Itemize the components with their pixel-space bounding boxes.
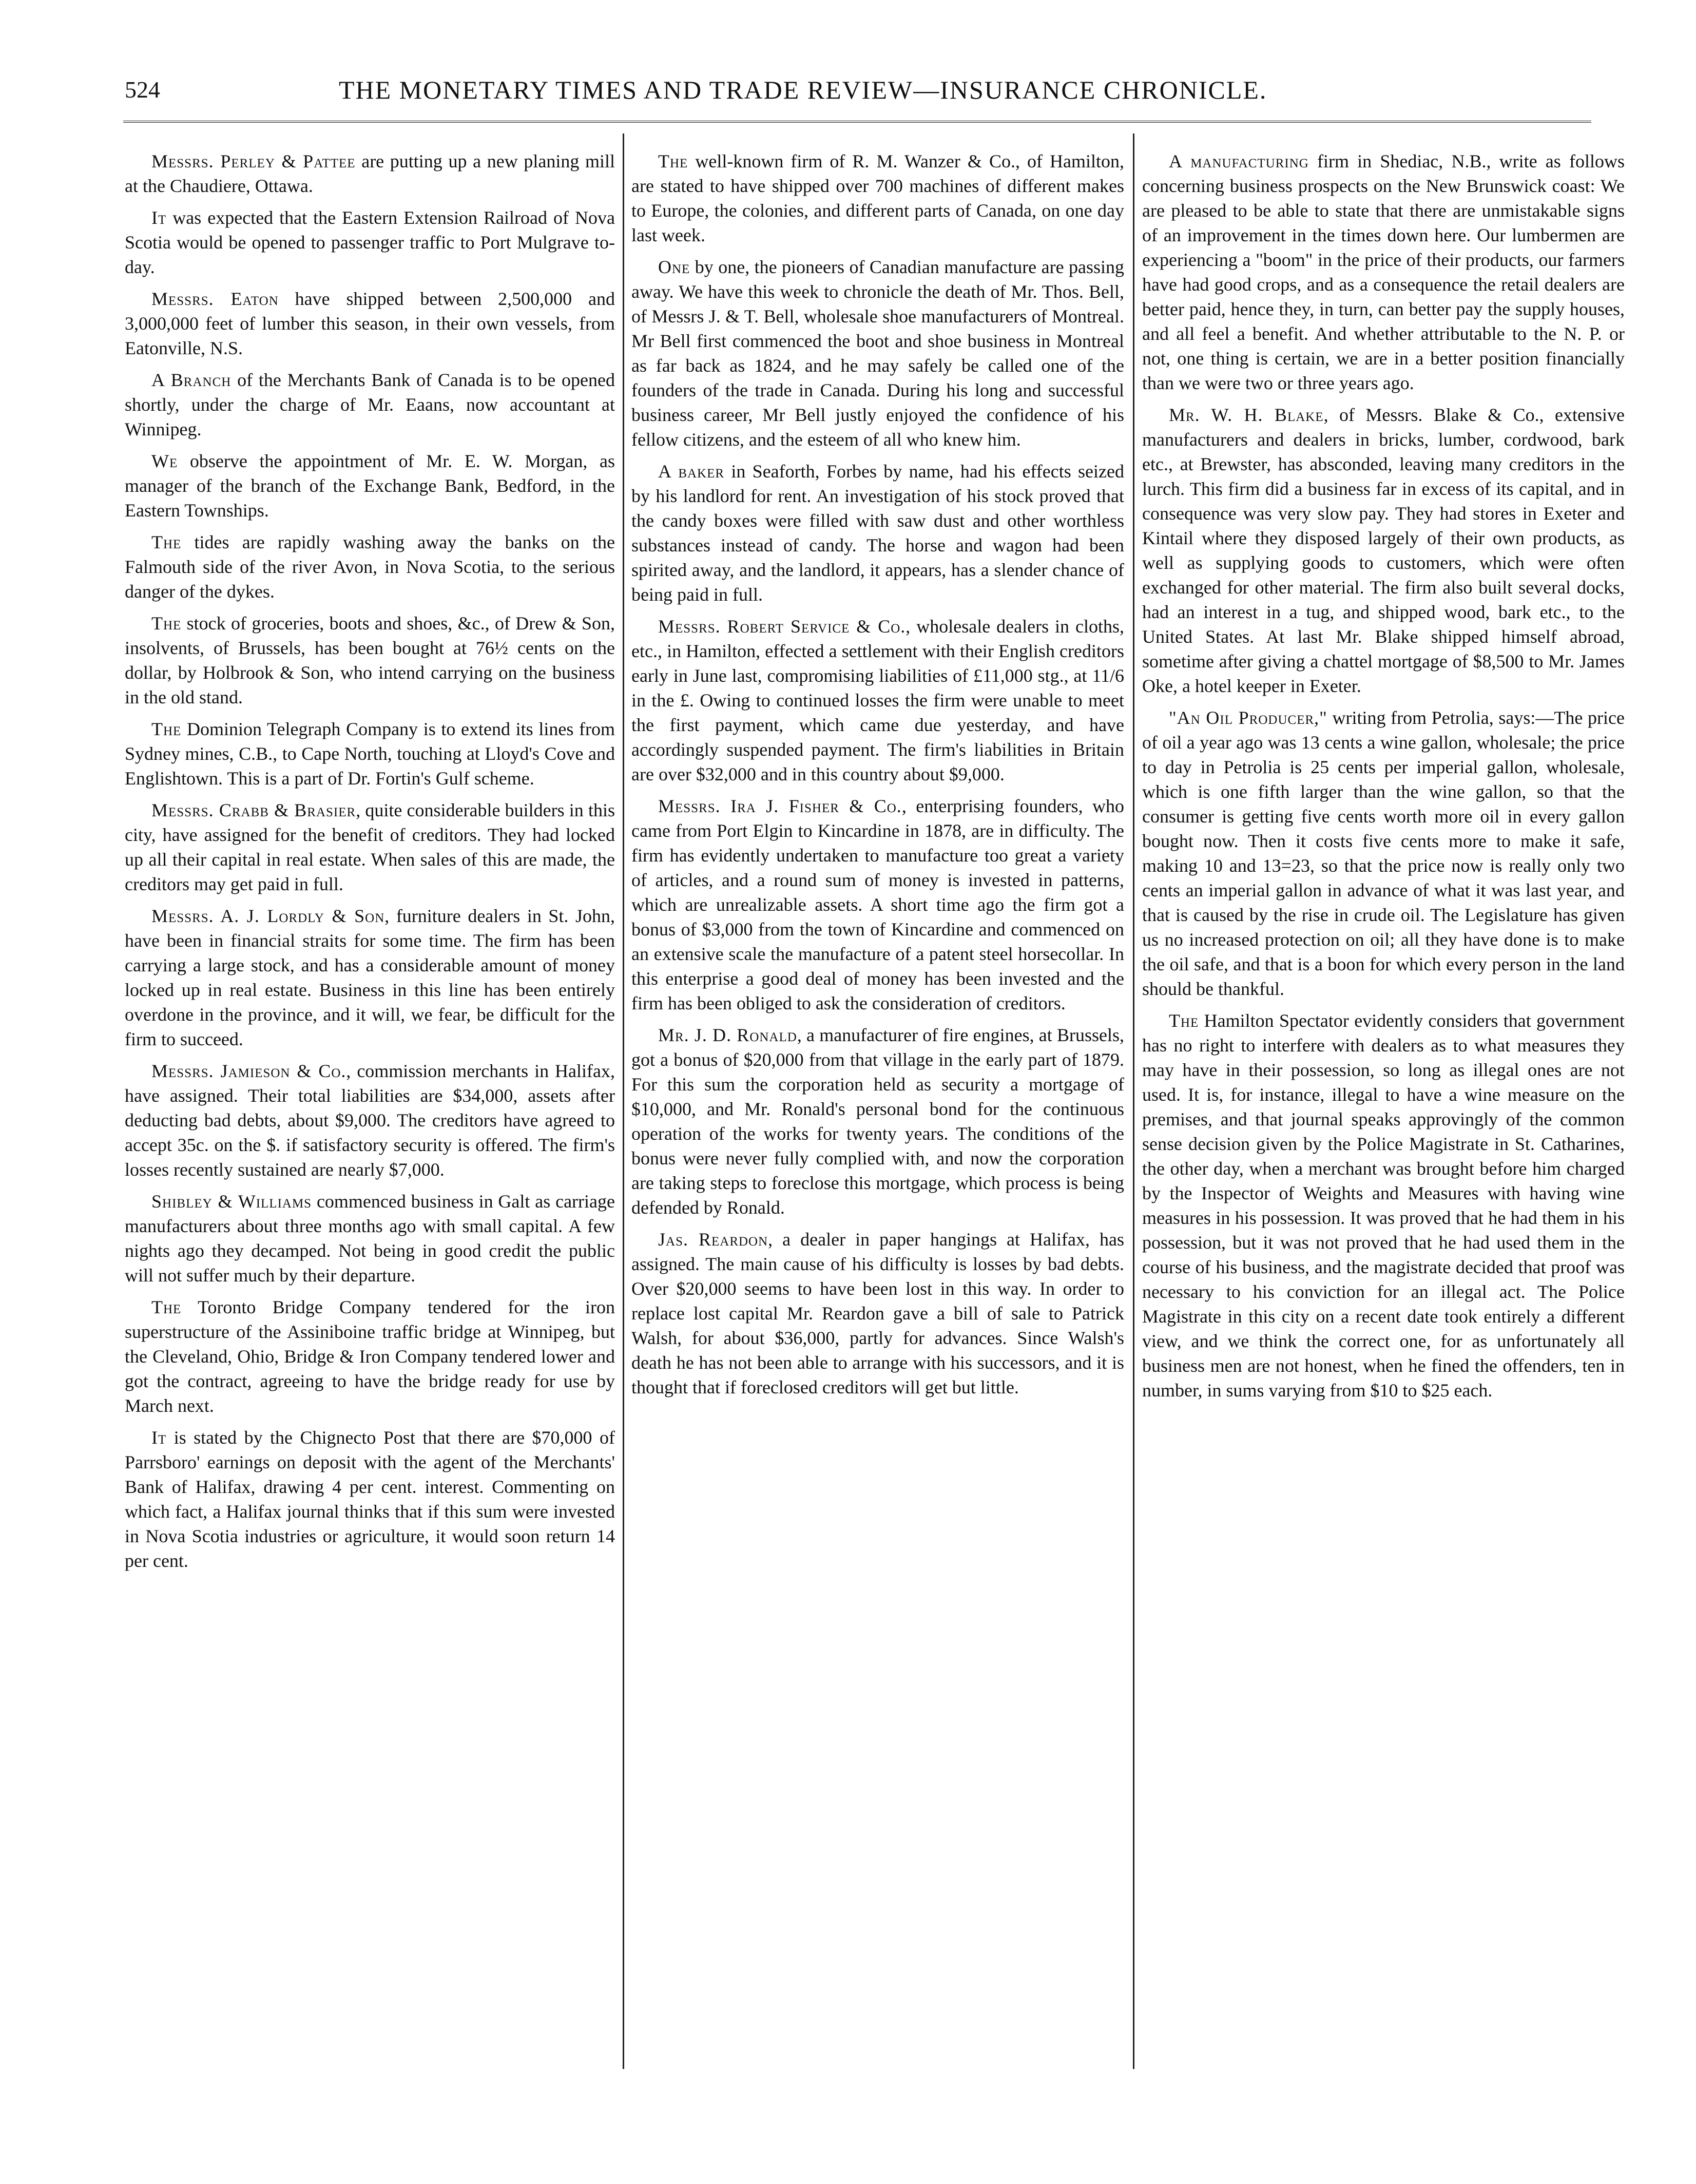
article-lead: A manufacturing <box>1169 151 1309 171</box>
article-body: are putting up a new planing mill at the Chaudiere, Ottawa. <box>125 151 615 196</box>
article-body: in Seaforth, Forbes by name, had his effects seized by his landlord for rent. An investigation of his stock proved that the candy boxes were filled with saw dust and other worthless substances instead of candy. The horse and wagon had been spirited away, and the landlord, it appears, has a slender chance of being paid in full. <box>631 461 1124 605</box>
article-body: , quite considerable builders in this city, have assigned for the benefit of creditors. They had locked up all their capital in real estate. When sales of this are made, the creditors may get paid in full. <box>125 800 615 894</box>
article-lead: Shibley & Williams <box>151 1191 312 1212</box>
column-divider <box>1133 133 1134 2069</box>
article-paragraph <box>631 1023 1124 1220</box>
article-body: , of Messrs. Blake & Co., extensive manufacturers and dealers in bricks, lumber, cordwood, bark etc., at Brewster, has absconded, leaving many creditors in the lurch. This firm did a business far in excess of its capital, and in consequence was very slow pay. They had stores in Exeter and Kintail where they disposed largely of their own products, as well as supplying goods to customers, which were often exchanged for other material. The firm also built several docks, had an interest in a tug, and shipped wood, bark etc., to the United States. At last Mr. Blake shipped himself abroad, sometime after giving a chattel mortgage of $8,500 to Mr. James Oke, a hotel keeper in Exeter. <box>1142 405 1625 696</box>
article-body: well-known firm of R. M. Wanzer & Co., of Hamilton, are stated to have shipped over 700 machines of different makes to Europe, the colonies, and different parts of Canada, on one day last week. <box>631 151 1124 245</box>
article-body: tides are rapidly washing away the banks on the Falmouth side of the river Avon, in Nova Scotia, to the serious danger of the dykes. <box>125 532 615 602</box>
article-lead: The <box>1169 1010 1199 1031</box>
article-paragraph <box>125 368 615 442</box>
article-lead: Messrs. Jamieson & Co. <box>151 1061 346 1081</box>
article-lead: Messrs. A. J. Lordly & Son <box>151 906 385 926</box>
article-paragraph <box>631 149 1124 247</box>
article-body: firm in Shediac, N.B., write as follows concerning business prospects on the New Brunswick coast: We are pleased to be able to state that there are unmistakable signs of an improvement in the times down here. Our lumbermen are experiencing a "boom" in the price of their products, our farmers have had good crops, and as a consequence the retail dealers are better paid, hence they, in turn, can better pay the supply houses, and all feel a benefit. And whether attributable to the N. P. or not, one thing is certain, we are in a better position financially than we were two or three years ago. <box>1142 151 1625 393</box>
article-lead: Messrs. Perley & Pattee <box>151 151 356 171</box>
article-lead: The <box>151 719 182 739</box>
column-divider <box>623 133 624 2069</box>
article-paragraph <box>125 530 615 604</box>
article-lead: "An Oil Producer," <box>1169 707 1327 728</box>
article-paragraph <box>1142 1008 1625 1403</box>
article-body: , a manufacturer of fire engines, at Brussels, got a bonus of $20,000 from that village in the early part of 1879. For this sum the corporation held as security a mortgage of $10,000, and Mr. Ronald's personal bond for the continuous operation of the works for twenty years. The conditions of the bonus were never fully complied with, and now the corporation are taking steps to foreclose this mortgage, which process is being defended by Ronald. <box>631 1025 1124 1218</box>
article-lead: It <box>151 207 167 228</box>
article-paragraph <box>631 255 1124 452</box>
article-body: , wholesale dealers in cloths, etc., in Hamilton, effected a settlement with their English creditors early in June last, compromising liabilities of £11,000 stg., at 11/6 in the £. Owing to continued losses the firm were unable to meet the first payment, which came due yesterday, and have accordingly suspended payment. The firm's liabilities in Britain are over $32,000 and in this country about $9,000. <box>631 616 1124 784</box>
article-lead: Messrs. Crabb & Brasier <box>151 800 356 820</box>
article-paragraph <box>125 1425 615 1573</box>
article-paragraph <box>125 611 615 710</box>
article-lead: Mr. J. D. Ronald <box>658 1025 797 1045</box>
column-1 <box>125 149 615 1580</box>
article-paragraph <box>125 904 615 1051</box>
article-body: of the Merchants Bank of Canada is to be opened shortly, under the charge of Mr. Eaans, now accountant at Winnipeg. <box>125 370 615 439</box>
article-body: observe the appointment of Mr. E. W. Morgan, as manager of the branch of the Exchange Bank, Bedford, in the Eastern Townships. <box>125 451 615 521</box>
article-body: , enterprising founders, who came from Port Elgin to Kincardine in 1878, are in difficulty. The firm has evidently undertaken to manufacture too great a variety of articles, and a round sum of money is invested in patterns, which are unrealizable assets. A short time ago the firm got a bonus of $3,000 from the town of Kincardine and commenced on an extensive scale the manufacture of a patent steel horsecollar. In this enterprise a good deal of money has been invested and the firm has been obliged to ask the consideration of creditors. <box>631 796 1124 1013</box>
article-paragraph <box>631 614 1124 787</box>
article-body: Toronto Bridge Company tendered for the iron superstructure of the Assiniboine traffic bridge at Winnipeg, but the Cleveland, Ohio, Bridge & Iron Company tendered lower and got the contract, agreeing to have the bridge ready for use by March next. <box>125 1297 615 1416</box>
article-lead: Messrs. Eaton <box>151 289 279 309</box>
article-paragraph <box>631 794 1124 1016</box>
article-lead: The <box>151 532 182 552</box>
column-2 <box>631 149 1124 1407</box>
article-paragraph <box>1142 705 1625 1001</box>
article-lead: The <box>151 1297 182 1317</box>
article-body: , commission merchants in Halifax, have assigned. Their total liabilities are $34,000, assets after deducting bad debts, about $9,000. The creditors have agreed to accept 35c. on the $. if satisfactory security is offered. The firm's losses recently sustained are nearly $7,000. <box>125 1061 615 1180</box>
article-body: Dominion Telegraph Company is to extend its lines from Sydney mines, C.B., to Cape North, touching at Lloyd's Cove and Englishtown. This is a part of Dr. Fortin's Gulf scheme. <box>125 719 615 789</box>
article-paragraph <box>125 286 615 360</box>
article-paragraph <box>125 1295 615 1418</box>
article-paragraph <box>125 798 615 896</box>
article-body: , a dealer in paper hangings at Halifax, has assigned. The main cause of his difficulty is losses by bad debts. Over $20,000 seems to have been lost in this way. In order to replace lost capital Mr. Reardon gave a bill of sale to Patrick Walsh, for about $36,000, partly for advances. Since Walsh's death he has not been able to arrange with his successors, and it is thought that if foreclosed creditors will get but little. <box>631 1229 1124 1397</box>
article-paragraph <box>1142 403 1625 698</box>
article-body: Hamilton Spectator evidently considers that government has no right to interfere with dealers as to what measures they may have in their possession, so long as illegal ones are not used. It is, for instance, illegal to have a wine measure on the premises, and that journal speaks approvingly of the common sense decision given by the Police Magistrate in St. Catharines, the other day, when a merchant was brought before him charged by the Inspector of Weights and Measures with having wine measures in his possession. It was proved that he had them in his possession, but it was not proved that he had used them in the course of his business, and the magistrate decided that proof was necessary to his conviction for an illegal act. The Police Magistrate in this city on a recent date took entirely a different view, and we think the correct one, for as unfortunately all business men are not honest, when he fined the offenders, ten in number, in sums varying from $10 to $25 each. <box>1142 1010 1625 1401</box>
article-body: was expected that the Eastern Extension Railroad of Nova Scotia would be opened to passenger traffic to Port Mulgrave to-day. <box>125 207 615 277</box>
article-paragraph <box>125 1059 615 1182</box>
article-body: is stated by the Chignecto Post that there are $70,000 of Parrsboro' earnings on deposit with the agent of the Merchants' Bank of Halifax, drawing 4 per cent. interest. Commenting on which fact, a Halifax journal thinks that if this sum were invested in Nova Scotia industries or agriculture, it would soon return 14 per cent. <box>125 1427 615 1571</box>
article-paragraph <box>125 205 615 279</box>
article-body: writing from Petrolia, says:—The price of oil a year ago was 13 cents a wine gallon, wholesale; the price to day in Petrolia is 25 cents per imperial gallon, wholesale, which is one fifth larger than the wine gallon, so that the consumer is getting five cents worth more oil in every gallon bought now. Then it costs five cents more to make it safe, making 10 and 13=23, so that the price now is really only two cents an imperial gallon in advance of what it was last year, and that is caused by the rise in crude oil. The Legislature has given us no increased protection on oil; all they have done is to make the oil safe, and that is a boon for which every person in the land should be thankful. <box>1142 707 1625 999</box>
article-body: commenced business in Galt as carriage manufacturers about three months ago with small capital. A few nights ago they decamped. Not being in good credit the public will not suffer much by their departure. <box>125 1191 615 1286</box>
article-lead: We <box>151 451 178 471</box>
article-lead: Messrs. Ira J. Fisher & Co. <box>658 796 902 816</box>
article-lead: Jas. Reardon <box>658 1229 768 1250</box>
article-lead: One <box>658 257 690 277</box>
article-body: stock of groceries, boots and shoes, &c., of Drew & Son, insolvents, of Brussels, has been bought at 76½ cents on the dollar, by Holbrook & Son, who intend carrying on the business in the old stand. <box>125 613 615 707</box>
article-body: , furniture dealers in St. John, have been in financial straits for some time. The firm has been carrying a large stock, and has a considerable amount of money locked up in real estate. Business in this line has been entirely overdone in the province, and it will, we fear, be difficult for the firm to succeed. <box>125 906 615 1049</box>
page-number: 524 <box>125 76 160 103</box>
article-lead: The <box>151 613 182 634</box>
article-paragraph <box>125 717 615 791</box>
article-lead: The <box>658 151 688 171</box>
article-lead: A Branch <box>151 370 232 390</box>
article-paragraph <box>631 1227 1124 1400</box>
article-body: have shipped between 2,500,000 and 3,000,000 feet of lumber this season, in their own vessels, from Eatonville, N.S. <box>125 289 615 358</box>
article-body: by one, the pioneers of Canadian manufacture are passing away. We have this week to chronicle the death of Mr. Thos. Bell, of Messrs J. & T. Bell, wholesale shoe manufacturers of Montreal. Mr Bell first commenced the boot and shoe business in Montreal as far back as 1824, and he may safely be called one of the founders of the trade in Canada. During his long and successful business career, Mr Bell justly enjoyed the confidence of his fellow citizens, and the esteem of all who knew him. <box>631 257 1124 450</box>
article-lead: Messrs. Robert Service & Co. <box>658 616 906 637</box>
header-rule <box>123 121 1591 123</box>
article-lead: It <box>151 1427 167 1448</box>
article-paragraph <box>1142 149 1625 395</box>
column-3 <box>1142 149 1625 1410</box>
article-paragraph <box>125 449 615 523</box>
article-lead: A baker <box>658 461 725 482</box>
article-paragraph <box>631 459 1124 607</box>
article-lead: Mr. W. H. Blake <box>1169 405 1324 425</box>
running-head-title: THE MONETARY TIMES AND TRADE REVIEW—INSURANCE CHRONICLE. <box>339 75 1267 104</box>
article-paragraph <box>125 1189 615 1288</box>
article-paragraph <box>125 149 615 198</box>
